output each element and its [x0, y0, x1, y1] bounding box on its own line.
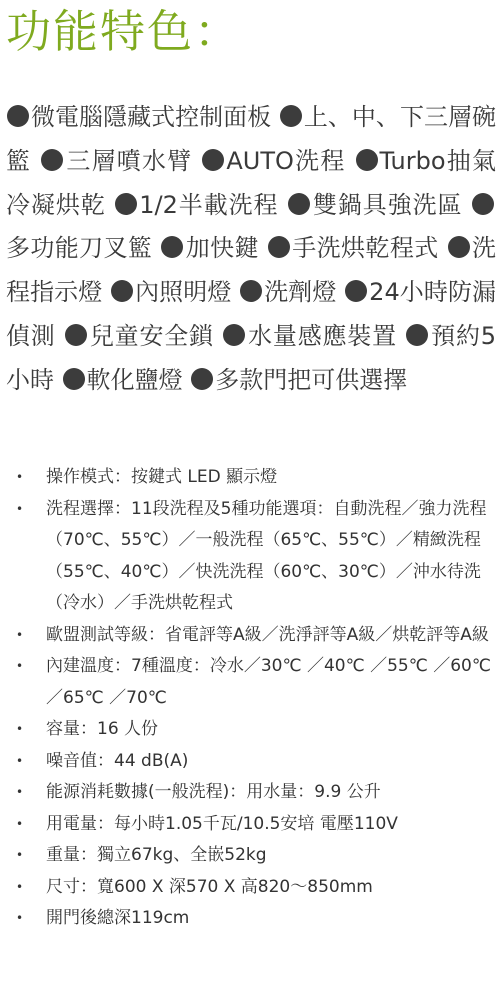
bullet-dot-icon [41, 149, 63, 171]
bullet-dot-icon [115, 193, 137, 215]
bullet-icon: • [16, 785, 24, 799]
feature-item: Turbo抽氣冷凝烘乾 [6, 146, 496, 219]
spec-item: • 用電量：每小時1.05千瓦/10.5安培 電壓110V [6, 809, 494, 841]
feature-paragraph [6, 96, 496, 403]
bullet-icon: • [16, 753, 24, 768]
feature-item: 24小時防漏偵測 [6, 278, 497, 350]
bullet-icon: • [16, 879, 24, 894]
feature-item: 雙鍋具強洗區 [287, 191, 462, 219]
bullet-dot-icon [65, 324, 87, 346]
bullet-icon: • [16, 627, 24, 642]
feature-item: 三層噴水臂 [40, 147, 192, 175]
bullet-icon: • [16, 722, 24, 736]
bullet-dot-icon [288, 193, 310, 215]
bullet-dot-icon [202, 149, 224, 171]
bullet-icon: • [16, 816, 24, 831]
page-title: 功能特色： [6, 5, 242, 58]
spec-list [6, 462, 494, 935]
feature-item: 水量感應裝置 [222, 322, 397, 350]
bullet-dot-icon [240, 280, 262, 302]
bullet-dot-icon [191, 368, 213, 390]
feature-item: 手洗烘乾程式 [267, 234, 439, 262]
feature-item: 多款門把可供選擇 [190, 366, 407, 394]
bullet-dot-icon [161, 236, 183, 258]
bullet-dot-icon [63, 368, 85, 390]
feature-item: 加快鍵 [160, 234, 259, 262]
spec-item: • 操作模式：按鍵式 LED 顯示燈 [6, 462, 494, 494]
feature-item: 預約5小時 [6, 321, 497, 394]
spec-item: • 尺寸：寬600 X 深570 X 高820～850mm [6, 872, 494, 904]
bullet-dot-icon [472, 193, 494, 215]
spec-item: • 能源消耗數據(一般洗程)：用水量：9.9 公升 [6, 777, 494, 809]
bullet-dot-icon [111, 280, 133, 302]
bullet-icon: • [16, 659, 24, 673]
spec-item: • 容量：16 人份 [6, 714, 494, 746]
feature-item: 多功能刀叉籃 [6, 191, 496, 263]
feature-item: 兒童安全鎖 [64, 322, 214, 350]
bullet-icon: • [16, 501, 24, 516]
spec-item: • 洗程選擇：11段洗程及5種功能選項：自動洗程／強力洗程（70℃、55℃）／一般洗程（65℃、55℃）／精緻洗程（55℃、40℃）／快洗洗程（60℃、30℃）／沖水待洗（冷水）／手洗烘乾程式 [6, 494, 494, 620]
bullet-icon: • [16, 911, 24, 925]
spec-item: • 開門後總深119cm [6, 903, 494, 935]
bullet-dot-icon [280, 105, 302, 127]
feature-item: 內照明燈 [110, 278, 231, 306]
spec-item: • 內建溫度：7種溫度：冷水／30℃ ／40℃ ／55℃ ／60℃ ／65℃ ／70℃ [6, 651, 494, 714]
feature-item: 1/2半載洗程 [114, 191, 278, 219]
spec-item: • 噪音值：44 dB(A) [6, 746, 494, 778]
bullet-icon: • [16, 848, 24, 862]
feature-item: AUTO洗程 [201, 147, 345, 175]
spec-item: • 歐盟測試等級：省電評等A級／洗淨評等A級／烘乾評等A級 [6, 620, 494, 652]
bullet-dot-icon [448, 236, 470, 258]
bullet-dot-icon [345, 280, 367, 302]
bullet-dot-icon [406, 324, 428, 346]
feature-item: 微電腦隱藏式控制面板 [6, 103, 271, 131]
bullet-dot-icon [356, 149, 378, 171]
feature-item: 上、中、下三層碗籃 [6, 103, 497, 175]
bullet-icon: • [16, 470, 24, 484]
bullet-dot-icon [7, 105, 29, 127]
feature-item: 洗劑燈 [239, 278, 336, 306]
bullet-dot-icon [268, 236, 290, 258]
bullet-dot-icon [223, 324, 245, 346]
spec-item: • 重量：獨立67kg、全嵌52kg [6, 840, 494, 872]
feature-item: 軟化鹽燈 [62, 366, 183, 394]
feature-item: 洗程指示燈 [6, 234, 496, 307]
